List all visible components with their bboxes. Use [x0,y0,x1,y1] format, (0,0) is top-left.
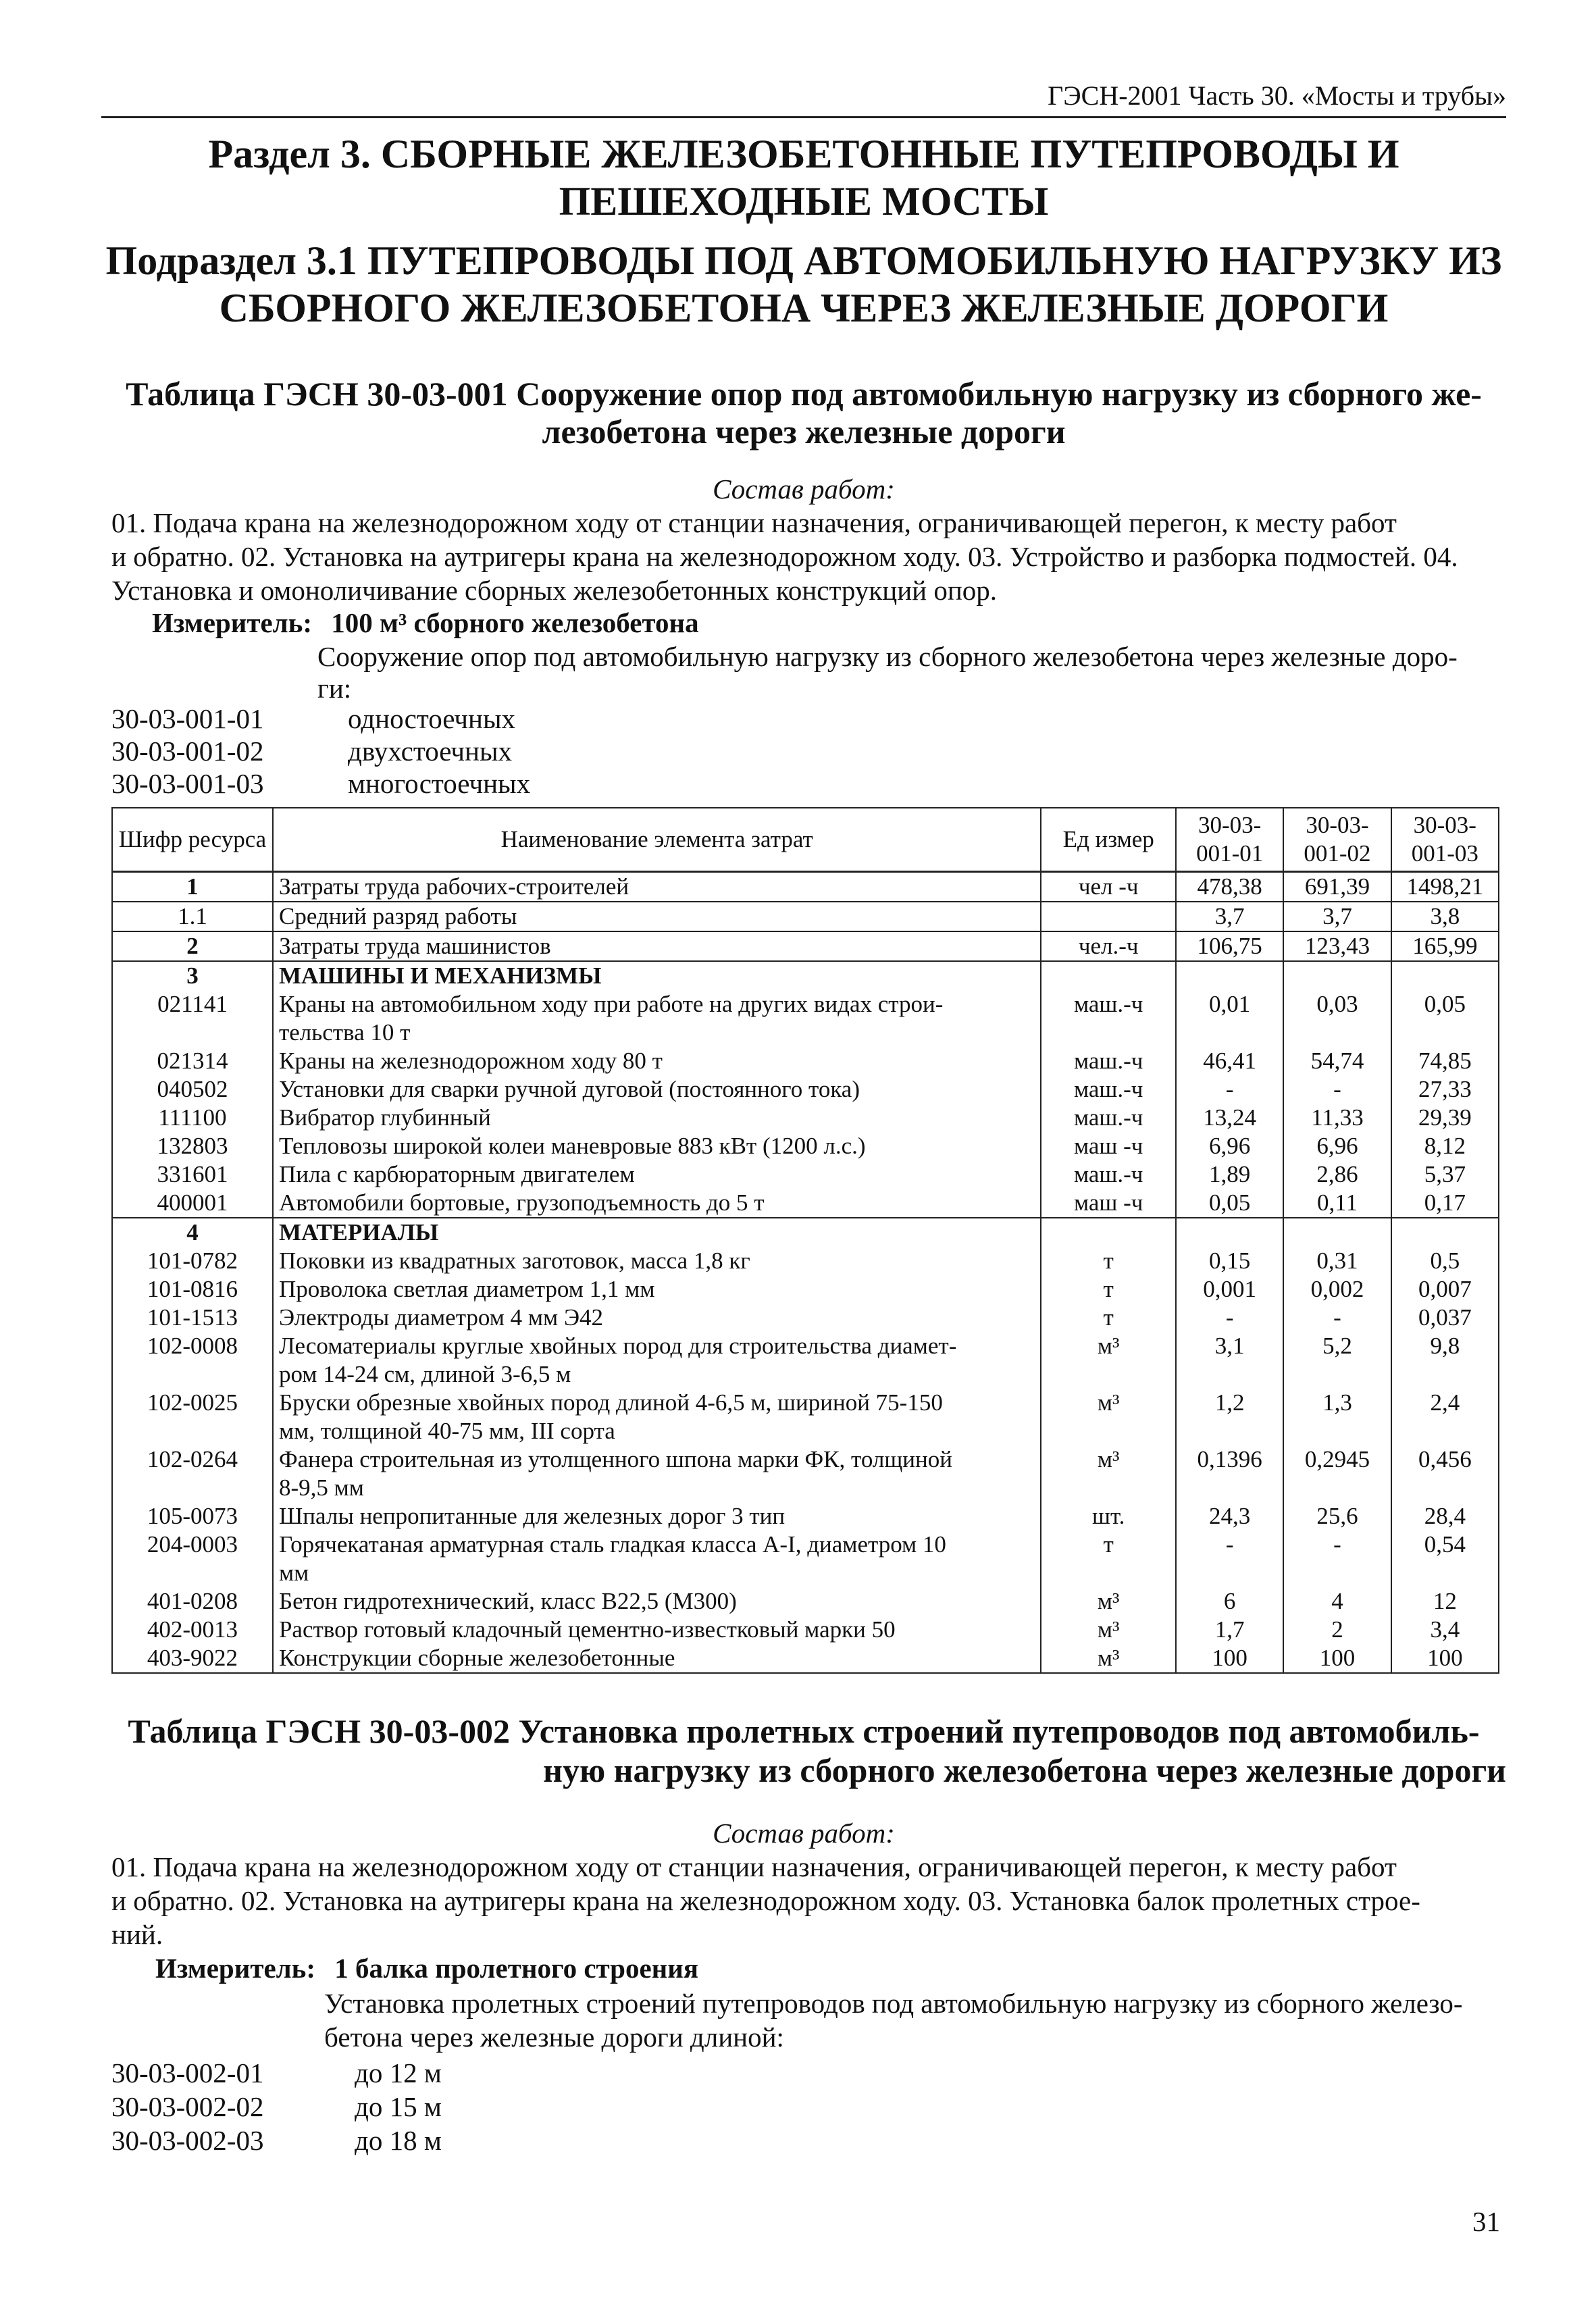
cell-name-line: Краны на железнодорожном ходу 80 т [278,1048,663,1074]
cell-v1: 0,01 [1176,990,1283,1047]
cell-name-line: Электроды диаметром 4 мм Э42 [278,1304,604,1331]
cell-v3: 8,12 [1391,1132,1499,1160]
cell-name [273,961,1041,990]
cell-v3: 3,8 [1391,902,1499,931]
cell-v1: 6 [1176,1587,1283,1616]
cell-code: 102-0025 [112,1389,273,1445]
table1-sostav-label: Состав работ: [713,473,895,505]
table-row [112,961,1499,990]
cell-v1: 6,96 [1176,1132,1283,1160]
cell-name-line: Шпалы непропитанные для железных дорог 3 тип [278,1503,786,1529]
cell-code: 204-0003 [112,1531,273,1587]
table-row [112,1332,1499,1389]
header-code: Шифр ресурса [112,808,273,872]
cell-code: 401-0208 [112,1587,273,1616]
cell-v3: 0,17 [1391,1189,1499,1218]
cell-v3: 5,37 [1391,1160,1499,1189]
cell-v1: 1,2 [1176,1389,1283,1445]
cell-name [273,1160,1041,1189]
table1-code-3: 30-03-001-03 [111,768,264,799]
cell-name-line: Лесоматериалы круглые хвойных пород для строительства диамет- [278,1333,957,1359]
cell-v1: 1,89 [1176,1160,1283,1189]
table1-work-line-2: и обратно. 02. Установка на аутригеры крана на железнодорожном ходу. 03. Устройство и разборка подмостей. 04. [111,541,1458,572]
cell-v1: 0,1396 [1176,1445,1283,1502]
cell-unit: чел.-ч [1041,931,1176,961]
table2-title-line-2: ную нагрузку из сборного железобетона через железные дороги [543,1751,1506,1789]
cell-name [273,1075,1041,1104]
cell-unit: маш.-ч [1041,1075,1176,1104]
cell-unit: т [1041,1304,1176,1332]
cell-unit [1041,961,1176,990]
table-row [112,1047,1499,1075]
cell-code: 1.1 [112,902,273,931]
cell-v3: 0,007 [1391,1275,1499,1304]
cell-unit: м³ [1041,1644,1176,1673]
table1-code-1: 30-03-001-01 [111,703,264,734]
table1-code-2: 30-03-001-02 [111,736,264,767]
measure-value: 1 балка пролетного строения [334,1953,699,1984]
cell-code: 111100 [112,1104,273,1132]
cell-v1: - [1176,1531,1283,1587]
cell-code: 402-0013 [112,1616,273,1644]
cell-name-line: Горячекатаная арматурная сталь гладкая класса А-I, диаметром 10 [278,1531,946,1558]
cell-v1 [1176,961,1283,990]
table2-code-2-desc: до 15 м [355,2091,442,2122]
table2-work-line-1: 01. Подача крана на железнодорожном ходу от станции назначения, ограничивающей перегон, к месту работ [111,1851,1397,1882]
cell-code: 1 [112,872,273,902]
cell-name [273,1445,1041,1502]
cell-name-line: Проволока светлая диаметром 1,1 мм [278,1276,655,1302]
table-row [112,1247,1499,1275]
table-row [112,902,1499,931]
cell-unit: т [1041,1247,1176,1275]
table2-code-2: 30-03-002-02 [111,2091,264,2122]
cell-name-line: Краны на автомобильном ходу при работе на других видах строи- [278,991,944,1017]
cell-name-line-2: мм [278,1560,309,1586]
cell-v2: 123,43 [1283,931,1391,961]
table1-code-1-desc: одностоечных [348,703,516,734]
table2-code-1-desc: до 12 м [355,2057,442,2088]
cell-name-line: Бетон гидротехнический, класс В22,5 (М300) [278,1588,737,1614]
table1-title-line-2: лезобетона через железные дороги [542,413,1066,451]
cell-unit [1041,1218,1176,1247]
cell-v3: 12 [1391,1587,1499,1616]
cell-code: 400001 [112,1189,273,1218]
cell-v2: 11,33 [1283,1104,1391,1132]
cell-name-line: Бруски обрезные хвойных пород длиной 4-6,5 м, шириной 75-150 [278,1389,943,1416]
table-body [112,872,1499,1674]
cell-unit: м³ [1041,1332,1176,1389]
table-row [112,1160,1499,1189]
table2-title-line-1: Таблица ГЭСН 30-03-002 Установка пролетных строений путепроводов под автомобиль- [128,1712,1480,1750]
cell-v1: 106,75 [1176,931,1283,961]
table-row [112,1502,1499,1531]
cell-unit: т [1041,1275,1176,1304]
table-row [112,1275,1499,1304]
cell-v3: 0,54 [1391,1531,1499,1587]
cell-code: 2 [112,931,273,961]
cell-v1 [1176,1218,1283,1247]
cell-v1: - [1176,1075,1283,1104]
cell-name-line-2: мм, толщиной 40-75 мм, III сорта [278,1418,615,1444]
running-head: ГЭСН-2001 Часть 30. «Мосты и трубы» [1048,80,1506,111]
cell-name [273,931,1041,961]
cell-v3: 74,85 [1391,1047,1499,1075]
cell-name [273,1047,1041,1075]
cell-v1: 100 [1176,1644,1283,1673]
table-row [112,990,1499,1047]
cell-unit: т [1041,1531,1176,1587]
subsection-title-line-1: Подраздел 3.1 ПУТЕПРОВОДЫ ПОД АВТОМОБИЛЬНУЮ НАГРУЗКУ ИЗ [105,238,1502,283]
section-title-line-2: ПЕШЕХОДНЫЕ МОСТЫ [559,179,1049,224]
cell-v3: 0,05 [1391,990,1499,1047]
table1-work-line-1: 01. Подача крана на железнодорожном ходу от станции назначения, ограничивающей перегон, к месту работ [111,507,1397,538]
cell-name [273,1389,1041,1445]
cell-name [273,1502,1041,1531]
cell-unit: маш.-ч [1041,1160,1176,1189]
cell-name [273,902,1041,931]
cell-v2: 4 [1283,1587,1391,1616]
cell-code: 021141 [112,990,273,1047]
table2-code-1: 30-03-002-01 [111,2057,264,2088]
table2-work-line-2: и обратно. 02. Установка на аутригеры крана на железнодорожном ходу. 03. Установка балок пролетных строе- [111,1885,1420,1916]
cell-v2: 54,74 [1283,1047,1391,1075]
cell-v2: 6,96 [1283,1132,1391,1160]
cell-name [273,1616,1041,1644]
table-row [112,1644,1499,1673]
cell-v1: 0,15 [1176,1247,1283,1275]
cell-v3: 29,39 [1391,1104,1499,1132]
cell-v3 [1391,961,1499,990]
cell-v2: 2 [1283,1616,1391,1644]
table2-intro-line-2: бетона через железные дороги длиной: [324,2022,784,2053]
cell-v1: 46,41 [1176,1047,1283,1075]
cell-v2: 0,31 [1283,1247,1391,1275]
table1-work-line-3: Установка и омоноличивание сборных железобетонных конструкций опор. [111,575,998,606]
cell-name-line-2: тельства 10 т [278,1019,411,1046]
cell-v1: - [1176,1304,1283,1332]
cell-code: 021314 [112,1047,273,1075]
cell-name [273,1644,1041,1673]
cell-code: 101-0816 [112,1275,273,1304]
header-v2: 30-03- 001-02 [1283,808,1391,872]
header-unit: Ед измер [1041,808,1176,872]
cell-name-line-2: ром 14-24 см, длиной 3-6,5 м [278,1361,571,1387]
table-row [112,1132,1499,1160]
cell-v3: 2,4 [1391,1389,1499,1445]
cell-v1: 13,24 [1176,1104,1283,1132]
cell-name-line: МАШИНЫ И МЕХАНИЗМЫ [278,962,602,989]
cell-name-line: Средний разряд работы [278,903,517,929]
table1-measure [152,607,699,639]
cell-v2: - [1283,1304,1391,1332]
cell-v3: 28,4 [1391,1502,1499,1531]
cell-code: 102-0264 [112,1445,273,1502]
cell-v3: 27,33 [1391,1075,1499,1104]
cell-v3: 0,456 [1391,1445,1499,1502]
cell-name-line: Пила с карбюраторным двигателем [278,1161,635,1187]
cell-v2 [1283,961,1391,990]
cell-v2: - [1283,1075,1391,1104]
cell-v2: 0,03 [1283,990,1391,1047]
cell-v1: 1,7 [1176,1616,1283,1644]
cell-v3 [1391,1218,1499,1247]
cell-unit: маш.-ч [1041,990,1176,1047]
cell-code: 101-0782 [112,1247,273,1275]
cell-v2: 0,002 [1283,1275,1391,1304]
cell-code: 403-9022 [112,1644,273,1673]
subsection-title-line-2: СБОРНОГО ЖЕЛЕЗОБЕТОНА ЧЕРЕЗ ЖЕЛЕЗНЫЕ ДОРОГИ [219,286,1389,330]
cell-name [273,1218,1041,1247]
cell-v2: 0,2945 [1283,1445,1391,1502]
section-title-line-1: Раздел 3. СБОРНЫЕ ЖЕЛЕЗОБЕТОННЫЕ ПУТЕПРОВОДЫ И [208,132,1399,176]
cell-code: 040502 [112,1075,273,1104]
table1-intro-line-1: Сооружение опор под автомобильную нагрузку из сборного железобетона через железные доро- [317,641,1458,672]
cell-name [273,872,1041,902]
cell-name [273,990,1041,1047]
cell-name [273,1587,1041,1616]
cell-v2 [1283,1218,1391,1247]
table2-work-line-3: ний. [111,1919,163,1950]
measure-label: Измеритель: [155,1953,316,1984]
cell-code: 4 [112,1218,273,1247]
cell-name [273,1275,1041,1304]
cell-v3: 0,037 [1391,1304,1499,1332]
cell-v2: 25,6 [1283,1502,1391,1531]
cell-v3: 0,5 [1391,1247,1499,1275]
cell-v2: 2,86 [1283,1160,1391,1189]
cell-v1: 0,05 [1176,1189,1283,1218]
cell-v2: - [1283,1531,1391,1587]
cell-v1: 3,7 [1176,902,1283,931]
cell-unit: шт. [1041,1502,1176,1531]
cell-name [273,1531,1041,1587]
table1-code-2-desc: двухстоечных [348,736,512,767]
cell-name [273,1132,1041,1160]
table-row [112,1104,1499,1132]
cell-unit: маш -ч [1041,1189,1176,1218]
cell-name-line: Автомобили бортовые, грузоподъемность до 5 т [278,1189,765,1216]
cell-name-line: Фанера строительная из утолщенного шпона марки ФК, толщиной [278,1446,952,1472]
cell-v2: 0,11 [1283,1189,1391,1218]
cell-code: 105-0073 [112,1502,273,1531]
cell-name-line: Раствор готовый кладочный цементно-известковый марки 50 [278,1616,896,1643]
table-row [112,1304,1499,1332]
table2-intro-line-1: Установка пролетных строений путепроводов под автомобильную нагрузку из сборного железо- [324,1988,1463,2019]
cell-code: 101-1513 [112,1304,273,1332]
cell-name [273,1104,1041,1132]
cell-unit: м³ [1041,1445,1176,1502]
cell-unit: маш -ч [1041,1132,1176,1160]
table-row [112,1616,1499,1644]
cell-v2: 5,2 [1283,1332,1391,1389]
cell-v3: 1498,21 [1391,872,1499,902]
table-row [112,931,1499,961]
page-number: 31 [1472,2206,1500,2237]
cell-v3: 165,99 [1391,931,1499,961]
cell-name [273,1332,1041,1389]
table-header-row [112,808,1499,872]
table2-measure [155,1952,698,1984]
table-row [112,1389,1499,1445]
resource-table [111,807,1499,1674]
table1-title-line-1: Таблица ГЭСН 30-03-001 Сооружение опор под автомобильную нагрузку из сборного же- [126,375,1482,413]
cell-unit: м³ [1041,1616,1176,1644]
table-row [112,1587,1499,1616]
table-row [112,1218,1499,1247]
table-row [112,872,1499,902]
header-name: Наименование элемента затрат [273,808,1041,872]
cell-name-line: Поковки из квадратных заготовок, масса 1,8 кг [278,1248,750,1274]
cell-v3: 100 [1391,1644,1499,1673]
header-rule [101,116,1506,118]
table-row [112,1189,1499,1218]
cell-name-line: Тепловозы широкой колеи маневровые 883 кВт (1200 л.с.) [278,1133,866,1159]
table-row [112,1531,1499,1587]
cell-name-line: МАТЕРИАЛЫ [278,1219,439,1245]
cell-unit: чел -ч [1041,872,1176,902]
table-row [112,1445,1499,1502]
cell-v2: 1,3 [1283,1389,1391,1445]
cell-unit [1041,902,1176,931]
cell-name [273,1247,1041,1275]
cell-name-line: Затраты труда машинистов [278,933,551,959]
table1-intro-line-2: ги: [317,673,352,704]
cell-v2: 100 [1283,1644,1391,1673]
cell-unit: м³ [1041,1389,1176,1445]
cell-v2: 3,7 [1283,902,1391,931]
cell-unit: маш.-ч [1041,1104,1176,1132]
cell-code: 3 [112,961,273,990]
cell-v2: 691,39 [1283,872,1391,902]
cell-unit: маш.-ч [1041,1047,1176,1075]
table2-code-3: 30-03-002-03 [111,2125,264,2156]
cell-v3: 9,8 [1391,1332,1499,1389]
table2-sostav-label: Состав работ: [713,1818,895,1849]
header-v3: 30-03- 001-03 [1391,808,1499,872]
cell-v1: 0,001 [1176,1275,1283,1304]
cell-name-line: Установки для сварки ручной дуговой (постоянного тока) [278,1076,860,1102]
measure-label: Измеритель: [152,607,313,638]
cell-v1: 24,3 [1176,1502,1283,1531]
cell-v3: 3,4 [1391,1616,1499,1644]
cell-name-line: Затраты труда рабочих-строителей [278,873,629,900]
cell-v1: 478,38 [1176,872,1283,902]
table2-code-3-desc: до 18 м [355,2125,442,2156]
table-row [112,1075,1499,1104]
cell-code: 132803 [112,1132,273,1160]
cell-name-line: Вибратор глубинный [278,1104,491,1131]
cell-unit: м³ [1041,1587,1176,1616]
cell-name [273,1304,1041,1332]
table1-code-3-desc: многостоечных [348,768,531,799]
cell-name-line: Конструкции сборные железобетонные [278,1645,675,1671]
cell-v1: 3,1 [1176,1332,1283,1389]
cell-name [273,1189,1041,1218]
header-v1: 30-03- 001-01 [1176,808,1283,872]
cell-code: 102-0008 [112,1332,273,1389]
cell-name-line-2: 8-9,5 мм [278,1474,364,1501]
measure-value: 100 м³ сборного железобетона [331,607,699,638]
cell-code: 331601 [112,1160,273,1189]
